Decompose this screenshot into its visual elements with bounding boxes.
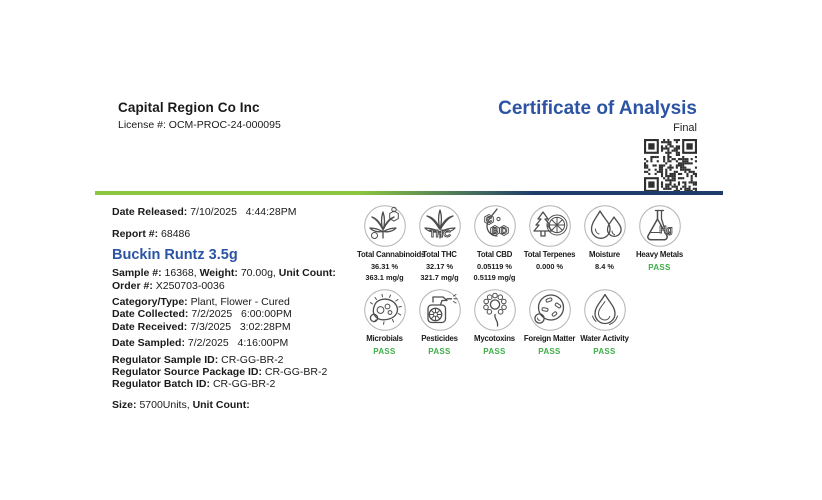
pass-badge: PASS bbox=[483, 346, 506, 356]
test-foreign-matter: Foreign Matter PASS bbox=[522, 288, 577, 356]
license-number: License #: OCM-PROC-24-000095 bbox=[118, 119, 281, 131]
mycotoxins-icon bbox=[473, 288, 517, 332]
date-released-line: Date Released: 7/10/2025 4:44:28PM bbox=[112, 206, 297, 218]
header-left bbox=[118, 100, 281, 131]
heavy-metals-icon bbox=[638, 204, 682, 248]
category-line: Category/Type: Plant, Flower - Cured bbox=[112, 296, 290, 309]
regulator-source-package-id-line: Regulator Source Package ID: CR-GG-BR-2 bbox=[112, 366, 328, 379]
report-number-line: Report #: 68486 bbox=[112, 228, 191, 241]
test-row-1 bbox=[357, 204, 687, 282]
size-line: Size: 5700Units, Unit Count: bbox=[112, 398, 250, 411]
cannabinoids-icon bbox=[363, 204, 407, 248]
sample-line: Sample #: 16368, Weight: 70.00g, Unit Count: bbox=[112, 267, 336, 280]
sample-info bbox=[112, 206, 367, 411]
test-total-terpenes: Total Terpenes 0.000 % bbox=[522, 204, 577, 282]
qr-code bbox=[644, 139, 697, 197]
regulator-sample-id-line: Regulator Sample ID: CR-GG-BR-2 bbox=[112, 353, 284, 366]
page-title: Certificate of Analysis bbox=[498, 98, 697, 119]
water-activity-icon bbox=[583, 288, 627, 332]
foreign-matter-icon bbox=[528, 288, 572, 332]
thc-icon bbox=[418, 204, 462, 248]
test-water-activity: Water Activity PASS bbox=[577, 288, 632, 356]
test-moisture: Moisture 8.4 % bbox=[577, 204, 632, 282]
pesticides-icon bbox=[418, 288, 462, 332]
pass-badge: PASS bbox=[593, 346, 616, 356]
order-line: Order #: X250703-0036 bbox=[112, 279, 225, 292]
pass-badge: PASS bbox=[428, 346, 451, 356]
svg-text:D: D bbox=[500, 226, 507, 236]
pass-badge: PASS bbox=[373, 346, 396, 356]
product-name: Buckin Runtz 3.5g bbox=[112, 246, 238, 263]
date-sampled-line: Date Sampled: 7/2/2025 4:16:00PM bbox=[112, 337, 289, 350]
test-microbials: Microbials PASS bbox=[357, 288, 412, 356]
cbd-icon bbox=[473, 204, 517, 248]
test-heavy-metals: Hg Heavy Metals PASS bbox=[632, 204, 687, 282]
date-collected-line: Date Collected: 7/2/2025 6:00:00PM bbox=[112, 308, 292, 321]
svg-text:B: B bbox=[491, 226, 498, 236]
terpenes-icon bbox=[528, 204, 572, 248]
microbials-icon bbox=[363, 288, 407, 332]
pass-badge: PASS bbox=[538, 346, 561, 356]
pass-badge: PASS bbox=[648, 262, 671, 272]
test-total-cannabinoids: Total Cannabinoids 36.31 % 363.1 mg/g bbox=[357, 204, 412, 282]
svg-text:Hg: Hg bbox=[658, 225, 673, 236]
test-row-2 bbox=[357, 288, 687, 356]
test-pesticides: Pesticides PASS bbox=[412, 288, 467, 356]
date-received-line: Date Received: 7/3/2025 3:02:28PM bbox=[112, 320, 291, 333]
test-results-panel bbox=[357, 204, 687, 356]
test-mycotoxins: Mycotoxins PASS bbox=[467, 288, 522, 356]
test-total-cbd: C B D Total CBD 0.05119 % 0.5119 mg/g bbox=[467, 204, 522, 282]
company-name: Capital Region Co Inc bbox=[118, 100, 260, 115]
header-right bbox=[498, 98, 697, 197]
test-total-thc: THC Total THC 32.17 % 321.7 mg/g bbox=[412, 204, 467, 282]
divider-rule bbox=[95, 191, 723, 195]
report-status: Final bbox=[673, 122, 697, 134]
regulator-batch-id-line: Regulator Batch ID: CR-GG-BR-2 bbox=[112, 378, 276, 391]
moisture-icon bbox=[583, 204, 627, 248]
svg-text:THC: THC bbox=[428, 228, 451, 240]
svg-text:C: C bbox=[485, 215, 492, 225]
